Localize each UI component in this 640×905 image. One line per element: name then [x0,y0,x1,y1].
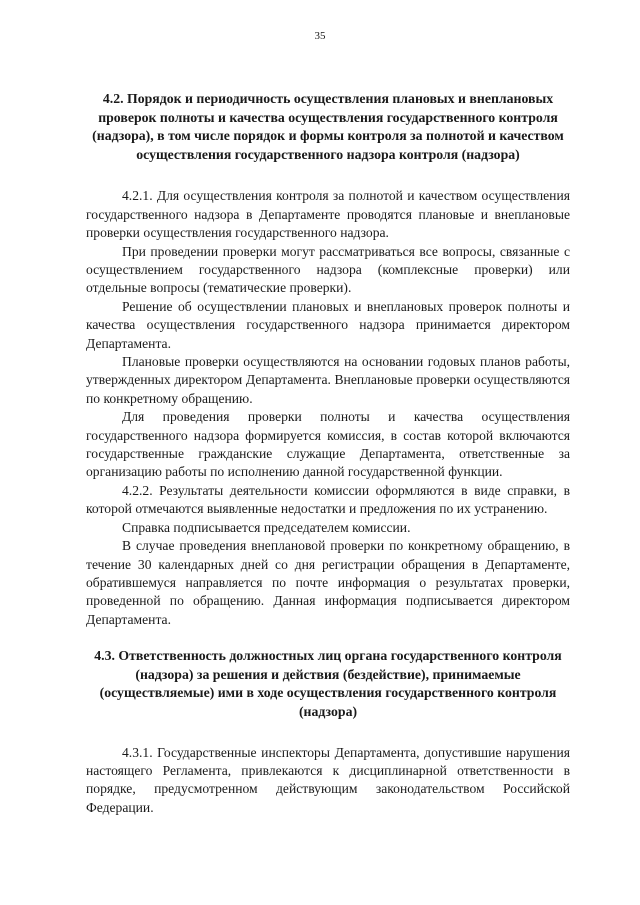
paragraph-inspection-decision: Решение об осуществлении плановых и внеплановых проверок полноты и качества осуществления государственного надзора принимается директором Департамента. [86,298,570,351]
page-number: 35 [314,30,326,42]
paragraph-4-2-2: 4.2.2. Результаты деятельности комиссии оформляются в виде справки, в которой отмечаются выявленные недостатки и предложения по их устранению. [86,482,570,517]
paragraph-signature: Справка подписывается председателем комиссии. [122,519,411,535]
document-body [86,90,570,817]
paragraph-unplanned-inspection: В случае проведения внеплановой проверки по конкретному обращению, в течение 30 календарных дней со дня регистрации обращения в Департаменте, обратившемуся направляется по почте информация о результатах проверки, проведенной по обращению. Данная информация подписывается директором Департамента. [86,538,570,627]
section-4-2-heading: 4.2. Порядок и периодичность осуществления плановых и внеплановых проверок полноты и качества осуществления государственного контроля (надзора), в том числе порядок и формы контроля за полнотой и качеством осуществления государственного надзора контроля (надзора) [92,91,564,162]
paragraph-inspection-questions: При проведении проверки могут рассматриваться все вопросы, связанные с осуществлением государственного надзора (комплексные проверки) или отдельные вопросы (тематические проверки). [86,243,570,296]
paragraph-4-2-1: 4.2.1. Для осуществления контроля за полнотой и качеством осуществления государственного надзора в Департаменте проводятся плановые и внеплановые проверки осуществления государственного надзора. [86,188,570,241]
paragraph-planned-inspections: Плановые проверки осуществляются на основании годовых планов работы, утвержденных директором Департамента. Внеплановые проверки осуществляются по конкретному обращению. [86,354,570,406]
section-4-3-heading: 4.3. Ответственность должностных лиц органа государственного контроля (надзора) за решения и действия (бездействие), принимаемые (осуществляемые) ими в ходе осуществления государственного контроля (надзора) [94,648,562,719]
paragraph-4-3-1: 4.3.1. Государственные инспекторы Департамента, допустившие нарушения настоящего Регламента, привлекаются к дисциплинарной ответственности в порядке, предусмотренном действующим законодательством Российской Федерации. [86,744,570,815]
paragraph-commission: Для проведения проверки полноты и качества осуществления государственного надзора формируется комиссия, в состав которой включаются государственные гражданские служащие Департамента, ответственные за организацию работы по исполнению данной государственной функции. [86,409,570,480]
